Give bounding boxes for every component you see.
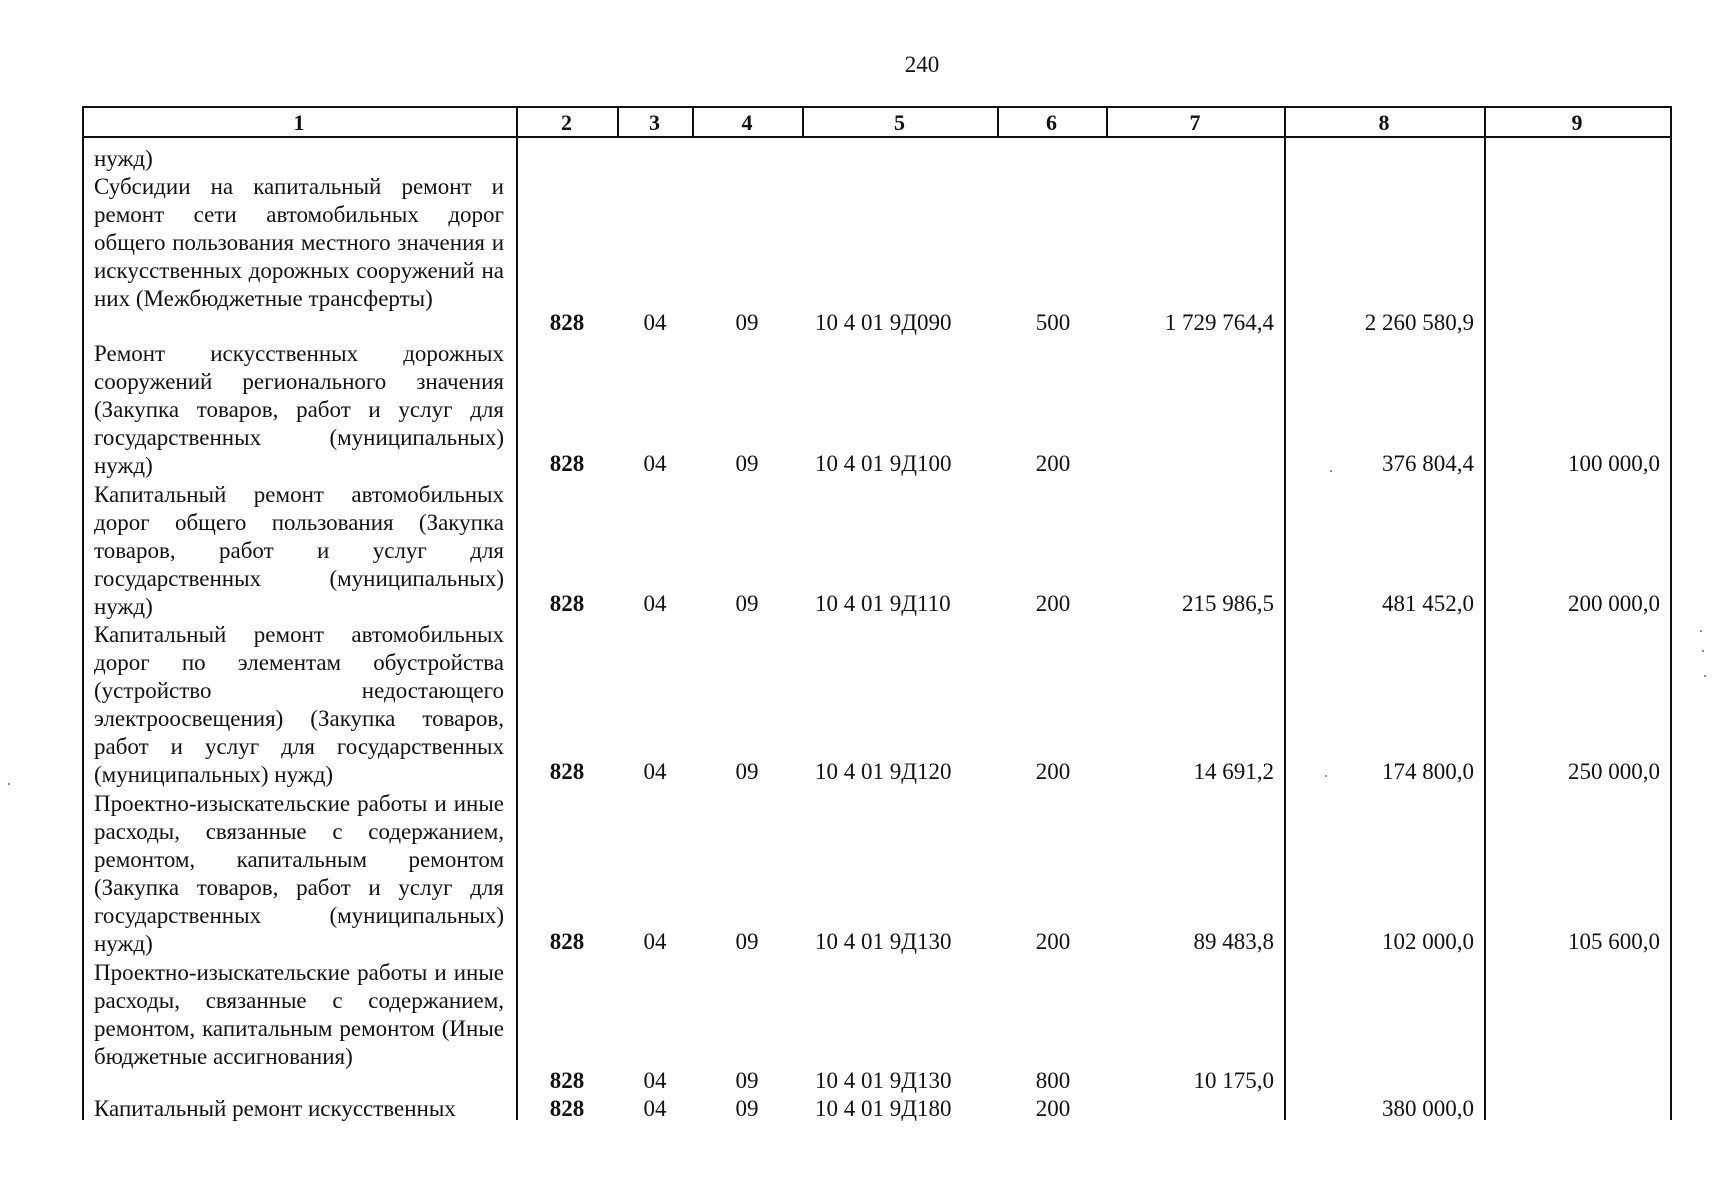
scan-speck [8,783,10,785]
row-code-3: 04 [643,1096,667,1121]
row-code-5: 10 4 01 9Д120 [815,759,952,784]
row-code-4: 09 [735,310,759,335]
row-code-4: 09 [735,1068,759,1093]
row-code-6: 200 [1035,1096,1071,1121]
row-value-9: 250 000,0 [1568,759,1660,784]
row-code-2: 828 [549,591,585,616]
row-code-3: 04 [643,451,667,476]
row-description: Капитальный ремонт искусственных [94,1096,456,1121]
row-value-8: 376 804,4 [1382,451,1474,476]
row-code-3: 04 [643,759,667,784]
row-code-5: 10 4 01 9Д180 [815,1096,952,1121]
row-code-2: 828 [549,1096,585,1121]
row-code-5: 10 4 01 9Д130 [815,1068,952,1093]
row-code-4: 09 [735,1096,759,1121]
header-col-1: 1 [293,110,305,135]
scan-speck [1700,630,1702,632]
row-description: Проектно-изыскательские работы и иные расходы, связанные с содержанием, ремонтом, капитальным ремонтом (Иные бюджетные ассигнования) [94,960,504,1070]
row-value-9: 100 000,0 [1568,451,1660,476]
row-code-6: 200 [1035,451,1071,476]
row-code-4: 09 [735,451,759,476]
row-code-5: 10 4 01 9Д090 [815,310,952,335]
row-value-8: 102 000,0 [1382,929,1474,954]
row-code-6: 200 [1035,929,1071,954]
scan-speck [1702,650,1704,652]
col-border-right [1670,106,1672,1120]
row-code-6: 200 [1035,591,1071,616]
header-col-8: 8 [1378,110,1390,135]
header-col-2: 2 [561,110,572,135]
row-value-7: 14 691,2 [1193,759,1274,784]
col-border-left [82,106,84,1120]
row-description: Капитальный ремонт автомобильных дорог по элементам обустройства (устройство недостающего электроосвещения) (Закупка товаров, работ и услуг для государственных (муниципальных) нужд) [94,622,504,788]
row-code-4: 09 [735,591,759,616]
row-value-7: 1 729 764,4 [1164,310,1274,335]
row-code-2: 828 [549,1068,585,1093]
row-code-4: 09 [735,929,759,954]
scan-speck [1330,470,1332,472]
row-value-8: 174 800,0 [1382,759,1474,784]
row-code-5: 10 4 01 9Д100 [815,451,952,476]
row-code-3: 04 [643,929,667,954]
row-code-5: 10 4 01 9Д130 [815,929,952,954]
row-code-4: 09 [735,759,759,784]
row-code-3: 04 [643,1068,667,1093]
row-description: Субсидии на капитальный ремонт и ремонт сети автомобильных дорог общего пользования местного значения и искусственных дорожных сооружений на них (Межбюджетные трансферты) [94,174,504,312]
header-col-5: 5 [894,110,905,135]
row-description: Ремонт искусственных дорожных сооружений регионального значения (Закупка товаров, работ и услуг для государственных (муниципальных) нужд) [94,341,504,479]
row-code-2: 828 [549,451,585,476]
header-col-4: 4 [741,110,753,135]
row-code-3: 04 [643,310,667,335]
row-code-6: 200 [1035,759,1071,784]
row-value-8: 380 000,0 [1382,1096,1474,1121]
row-value-7: 89 483,8 [1193,929,1274,954]
row-code-6: 500 [1035,310,1071,335]
row-value-7: 10 175,0 [1193,1068,1274,1093]
row-code-5: 10 4 01 9Д110 [815,591,951,616]
row-description: Проектно-изыскательские работы и иные расходы, связанные с содержанием, ремонтом, капитальным ремонтом (Закупка товаров, работ и услуг для государственных (муниципальных) нужд) [94,791,504,957]
row-value-9: 105 600,0 [1568,929,1660,954]
row-value-8: 481 452,0 [1382,591,1474,616]
row-code-3: 04 [643,591,667,616]
header-col-7: 7 [1189,110,1201,135]
row-code-6: 800 [1035,1068,1071,1093]
header-bottom-border [82,136,1672,138]
row-value-8: 2 260 580,9 [1364,310,1474,335]
header-col-6: 6 [1046,110,1057,135]
header-col-9: 9 [1571,110,1583,135]
col-border-1-2 [516,106,518,1120]
row-code-2: 828 [549,310,585,335]
table-header [82,106,1672,136]
header-col-3: 3 [649,110,660,135]
fragment-text: нужд) [94,146,153,171]
row-code-2: 828 [549,929,585,954]
page-number: 240 [904,52,940,77]
row-value-7: 215 986,5 [1182,591,1274,616]
scan-speck [1704,675,1706,677]
row-value-9: 200 000,0 [1568,591,1660,616]
row-description: Капитальный ремонт автомобильных дорог общего пользования (Закупка товаров, работ и услуг для государственных (муниципальных) нужд) [94,482,504,620]
row-code-2: 828 [549,759,585,784]
scan-speck [1325,775,1327,777]
